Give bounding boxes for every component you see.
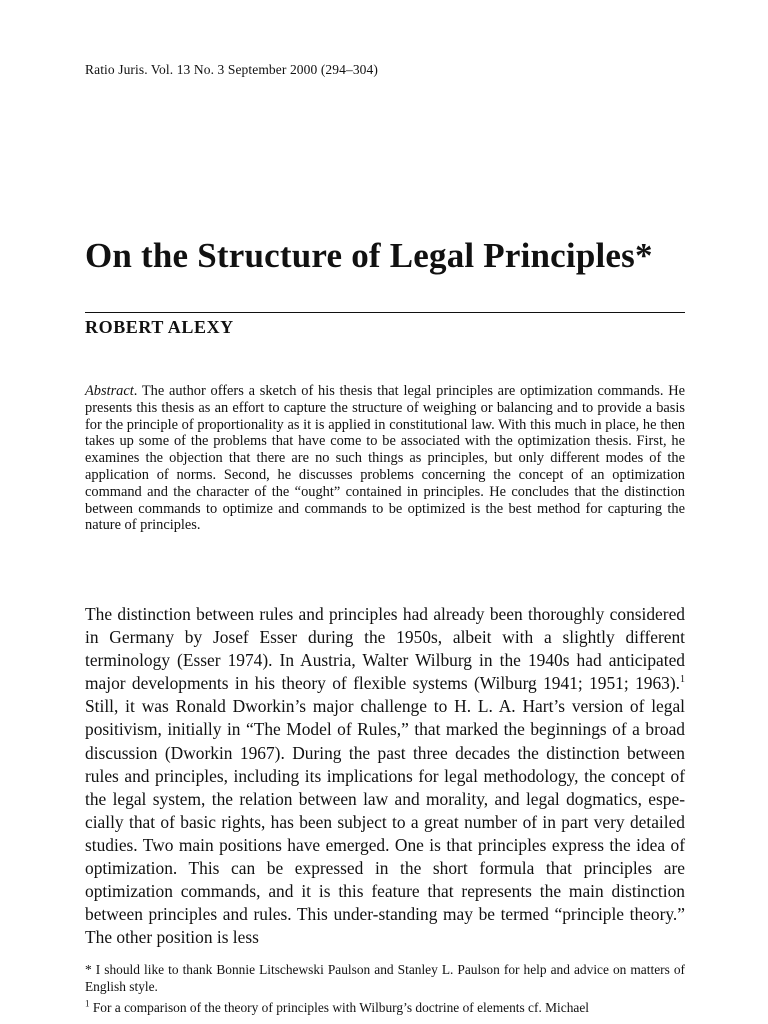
paper-page	[85, 0, 685, 1024]
footnote-reference[interactable]: 1	[680, 674, 685, 686]
footnote	[85, 1000, 685, 1017]
body-text-part-1: The distinction between rules and principles had already been thoroughly considered in Germany by Josef Esser during the 1950s, albeit with a slightly different terminology (Esser 1974). In Austria, Walter Wilburg in the 1940s had anticipated major developments in his theory of flexible systems (Wilburg 1941; 1951; 1963).	[85, 604, 685, 694]
author-name: ROBERT ALEXY	[85, 317, 234, 337]
journal-citation: Ratio Juris. Vol. 13 No. 3 September 2000 (294–304)	[85, 62, 378, 77]
footnotes	[85, 962, 685, 1022]
abstract-text: . The author offers a sketch of his thesis that legal principles are optimization commands. He presents this thesis as an effort to capture the structure of weighing or balancing and to provide a basis for the principle of proportionality as it is applied in constitutional law. With this much in place, he then takes up some of the problems that have come to be associated with the optimization thesis. First, he examines the objection that there are no such things as principles, but only different modes of the application of norms. Second, he discusses problems concerning the concept of an optimization command and the character of the “ought” contained in principles. He concludes that the distinction between commands to optimize and commands to be optimized is the best method for capturing the nature of principles.	[85, 383, 685, 534]
footnote-text: For a comparison of the theory of principles with Wilburg’s doctrine of elements cf. Michael	[92, 1000, 590, 1016]
footnote-text: I should like to thank Bonnie Litschewski Paulson and Stanley L. Paulson for help and advice on matters of English style.	[85, 962, 685, 994]
body-paragraph	[85, 603, 685, 949]
abstract	[85, 383, 685, 534]
footnote-mark: *	[85, 962, 92, 977]
body-text-part-2: Still, it was Ronald Dworkin’s major challenge to H. L. A. Hart’s version of legal positivism, initially in “The Model of Rules,” that marked the beginnings of a broad discussion (Dworkin 1967). During the past three decades the distinction between rules and principles, including its implications for legal methodology, the concept of the legal system, the relation between law and morality, and legal dogmatics, espe-cially that of basic rights, has been subject to a great number of in part very detailed studies. Two main positions have emerged. One is that principles express the idea of optimization. This can be expressed in the short formula that principles are optimization commands, and it is this feature that represents the main distinction between principles and rules. This under-standing may be termed “principle theory.” The other position is less	[85, 696, 685, 948]
article-title: On the Structure of Legal Principles*	[85, 236, 653, 275]
footnote	[85, 962, 685, 995]
abstract-label: Abstract	[85, 383, 134, 399]
footnote-mark: 1	[85, 998, 90, 1009]
title-rule	[85, 312, 685, 313]
